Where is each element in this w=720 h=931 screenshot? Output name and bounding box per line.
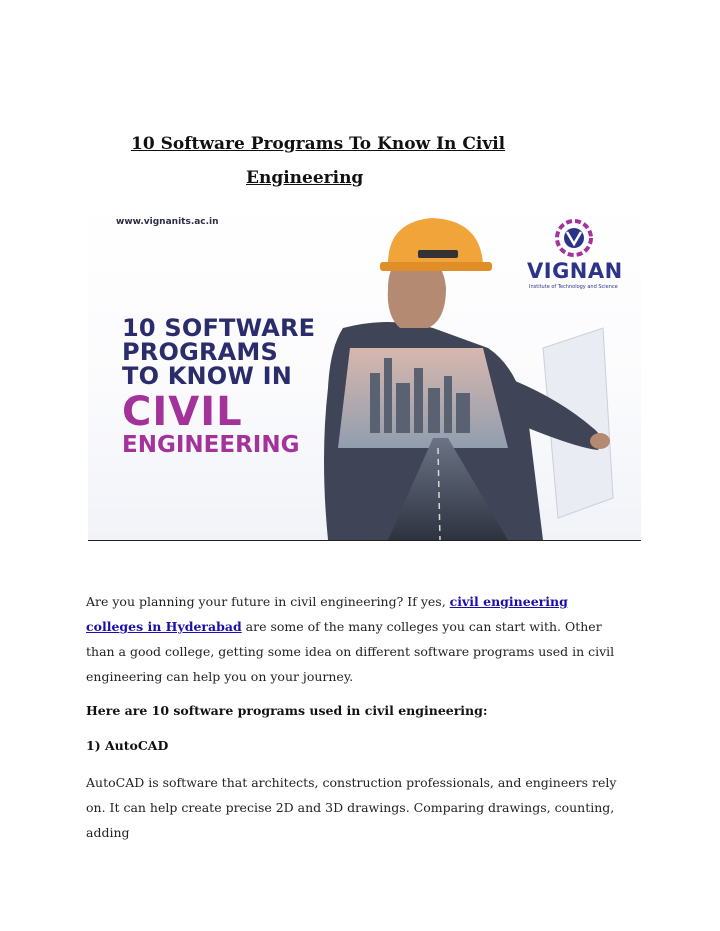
headline-civil: CIVIL <box>122 389 243 435</box>
banner-divider <box>88 540 641 541</box>
intro-paragraph <box>86 589 626 689</box>
autocad-paragraph: AutoCAD is software that architects, construction professionals, and engineers rely on. It can help create precise 2D and 3D drawings. Comparing drawings, counting, adding <box>86 775 617 840</box>
intro-text-before-link: Are you planning your future in civil engineering? If yes, <box>86 594 450 609</box>
headline-line-3: TO KNOW IN <box>122 362 293 390</box>
hard-hat <box>388 218 483 268</box>
vignan-logo-name: VIGNAN <box>527 259 623 283</box>
page-title-line-2: Engineering <box>246 168 364 188</box>
vignan-logo-tagline: Institute of Technology and Science <box>529 284 618 290</box>
website-url: www.vignanits.ac.in <box>116 217 219 227</box>
section-heading-autocad: 1) AutoCAD <box>86 738 169 753</box>
list-heading: Here are 10 software programs used in civil engineering: <box>86 703 488 718</box>
headline-engineering: ENGINEERING <box>122 432 300 458</box>
page-title-line-1: 10 Software Programs To Know In Civil <box>131 134 506 154</box>
vignan-logo-icon <box>554 218 594 258</box>
hero-banner-image <box>88 198 641 540</box>
banner-headline <box>122 316 315 457</box>
headline-line-2: PROGRAMS <box>122 338 278 366</box>
colleges-link[interactable]: civil engineering colleges in Hyderabad <box>86 594 568 634</box>
intro-text-after-link: are some of the many colleges you can start with. Other than a good college, getting some idea on different software programs used in civil engineering can help you on your journey. <box>86 619 615 684</box>
headline-line-1: 10 SOFTWARE <box>122 314 316 342</box>
